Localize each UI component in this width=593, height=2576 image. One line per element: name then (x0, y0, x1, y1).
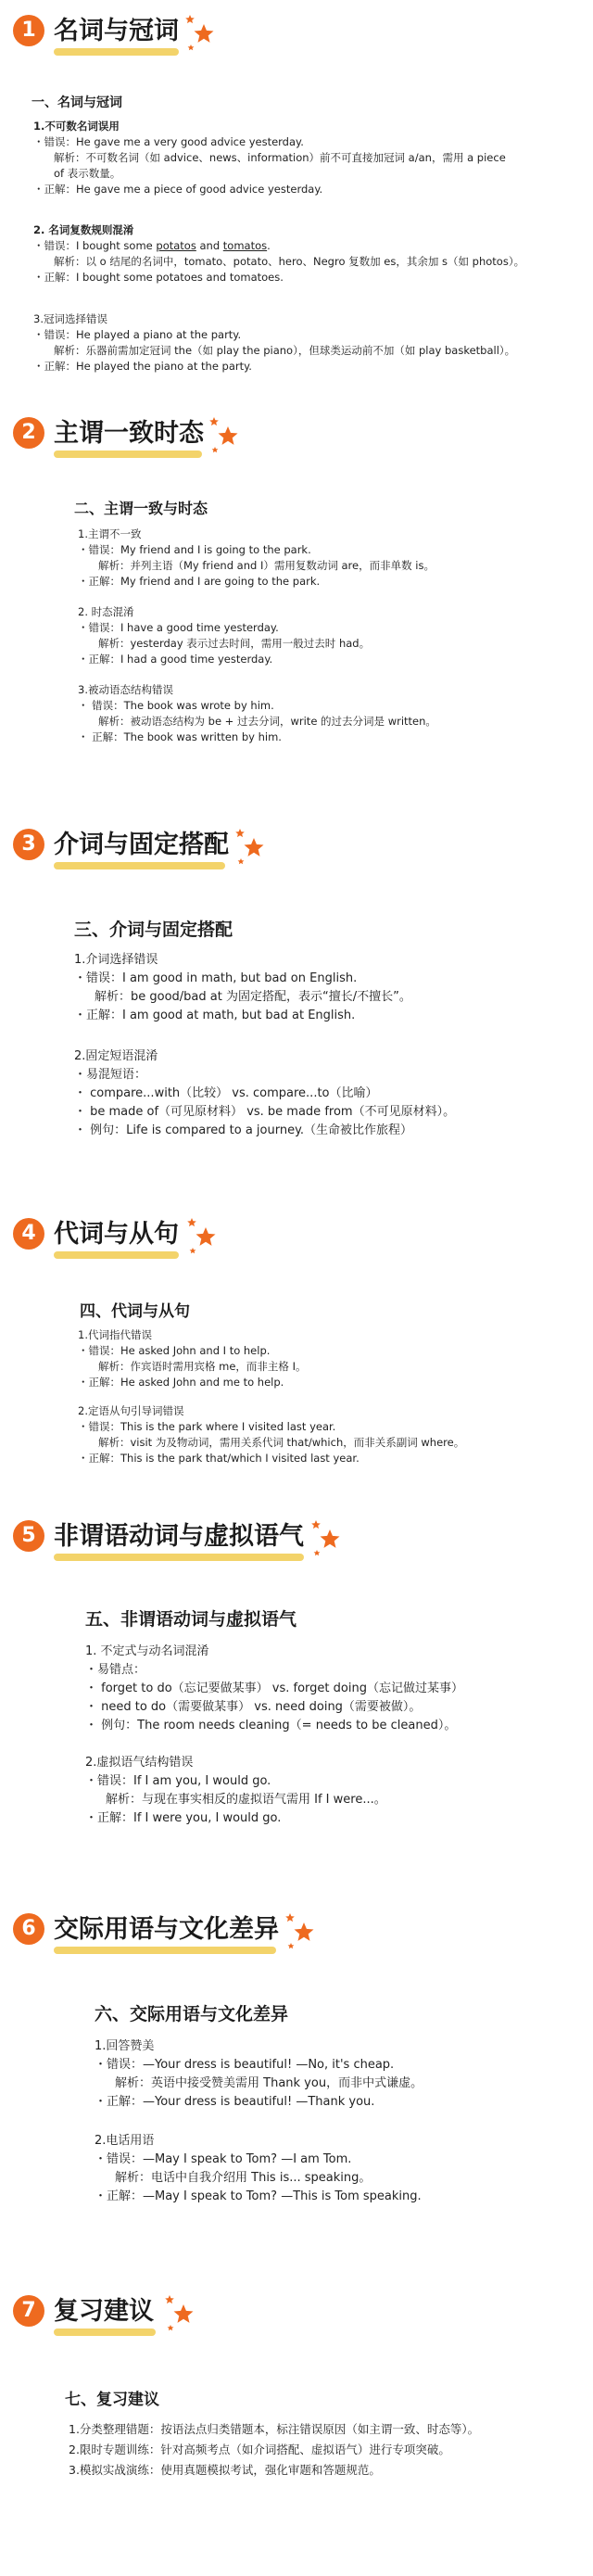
section-header-1 (11, 13, 586, 59)
wrong-example: ・错误：He gave me a very good advice yesterday. (33, 135, 304, 148)
section-header-3 (11, 827, 586, 873)
section-heading: 一、名词与冠词 (32, 95, 122, 110)
subsection-title: 1. 不定式与动名词混淆 (85, 1644, 209, 1658)
section-title: 主谓一致时态 (54, 419, 204, 448)
stars-icon (230, 827, 267, 866)
right-example: ・正解：—Your dress is beautiful! —Thank you. (95, 2095, 375, 2109)
list-item: ・ be made of（可见原材料） vs. be made from（不可见原材料）。 (74, 1105, 456, 1119)
title-underline (54, 450, 202, 458)
wrong-example: ・错误：He played a piano at the party. (33, 328, 242, 341)
title-underline (54, 2329, 156, 2336)
subsection-title: 2. 名词复数规则混淆 (33, 223, 134, 236)
explanation: 解析：作宾语时需用宾格 me，而非主格 I。 (98, 1360, 307, 1373)
stars-icon (306, 1518, 343, 1557)
right-example: ・正解：—May I speak to Tom? —This is Tom speaking. (95, 2189, 422, 2203)
wrong-example: ・ 错误：The book was wrote by him. (78, 699, 274, 712)
explanation: 解析：visit 为及物动词，需用关系代词 that/which，而非关系副词 where。 (98, 1436, 465, 1449)
subsection-title: 1.代词指代错误 (78, 1328, 152, 1341)
stars-icon (180, 13, 217, 52)
phrase-intro: ・易错点： (85, 1663, 146, 1677)
subsection-5-2 (85, 1754, 386, 1828)
wrong-example: ・错误：He asked John and I to help. (78, 1344, 271, 1357)
subsection-1-1 (33, 119, 506, 197)
subsection-4-1 (78, 1327, 306, 1390)
wrong-example: ・错误：I have a good time yesterday. (78, 621, 279, 634)
subsection-title: 2.定语从句引导词错误 (78, 1404, 184, 1417)
subsection-5-1 (85, 1643, 463, 1735)
section-header-7 (11, 2293, 586, 2340)
title-underline (54, 862, 225, 869)
subsection-title: 2.电话用语 (95, 2134, 155, 2148)
subsection-6-2 (95, 2132, 422, 2206)
explanation: 解析：英语中接受赞美需用 Thank you，而非中式谦虚。 (115, 2076, 423, 2090)
phrase-intro: ・易混短语： (74, 1068, 147, 1082)
stars-icon (182, 1216, 219, 1255)
title-underline (54, 1554, 304, 1561)
section-title: 介词与固定搭配 (54, 831, 229, 859)
explanation-cont: of 表示数量。 (54, 167, 121, 180)
explanation: 解析：不可数名词（如 advice、news、information）前不可直接加冠词 a/an，需用 a piece (54, 151, 506, 164)
section-number-badge: 1 (13, 15, 44, 46)
subsection-title: 1.回答赞美 (95, 2039, 155, 2053)
list-item: 2.限时专题训练：针对高频考点（如介词搭配、虚拟语气）进行专项突破。 (69, 2443, 450, 2456)
section-header-2 (11, 415, 586, 462)
section-number-badge: 2 (13, 417, 44, 449)
section-heading: 三、介词与固定搭配 (74, 920, 233, 940)
subsection-2-1 (78, 527, 435, 590)
explanation: 解析：并列主语（My friend and I）需用复数动词 are，而非单数 is。 (98, 559, 435, 572)
wrong-example: ・错误：—Your dress is beautiful! —No, it's cheap. (95, 2058, 395, 2072)
title-underline (54, 1947, 276, 1954)
stars-icon (204, 415, 241, 454)
list-item: ・ 例句：The room needs cleaning（= needs to be cleaned）。 (85, 1719, 457, 1732)
section-header-5 (11, 1518, 586, 1565)
right-example: ・正解：He played the piano at the party. (33, 360, 252, 373)
section-heading: 二、主谓一致与时态 (74, 500, 208, 517)
section-heading: 五、非谓语动词与虚拟语气 (85, 1609, 297, 1630)
section-header-4 (11, 1216, 586, 1263)
subsection-title: 2. 时态混淆 (78, 605, 134, 618)
subsection-1-2 (33, 222, 524, 286)
subsection-title: 1.主谓不一致 (78, 527, 142, 540)
right-example: ・正解：My friend and I are going to the park. (78, 575, 321, 588)
section-header-6 (11, 1911, 586, 1958)
section-title: 名词与冠词 (54, 17, 179, 45)
title-underline (54, 48, 179, 56)
subsection-title: 1.介词选择错误 (74, 953, 158, 967)
wrong-example: ・错误：If I am you, I would go. (85, 1774, 271, 1788)
title-underline (54, 1251, 179, 1259)
right-example: ・正解：This is the park that/which I visited last year. (78, 1452, 360, 1465)
wrong-example: ・错误：I am good in math, but bad on English. (74, 971, 358, 985)
section-number-badge: 6 (13, 1913, 44, 1945)
wrong-example: ・错误：—May I speak to Tom? —I am Tom. (95, 2152, 352, 2166)
misspelled-word: potatos (156, 239, 196, 252)
explanation: 解析：乐器前需加定冠词 the（如 play the piano），但球类运动前不加（如 play basketball）。 (54, 344, 516, 357)
subsection-title: 2.固定短语混淆 (74, 1049, 158, 1063)
subsection-6-1 (95, 2037, 423, 2112)
explanation: 解析：电话中自我介绍用 This is... speaking。 (115, 2171, 372, 2185)
right-example: ・正解：He gave me a piece of good advice yesterday. (33, 183, 323, 196)
list-item: ・ forget to do（忘记要做某事） vs. forget doing（忘记做过某事） (85, 1681, 463, 1695)
list-item: ・ 例句：Life is compared to a journey.（生命被比作旅程） (74, 1123, 413, 1137)
right-example: ・正解：He asked John and me to help. (78, 1376, 284, 1389)
section-title: 非谓语动词与虚拟语气 (54, 1522, 304, 1551)
right-example: ・正解：I am good at math, but bad at English. (74, 1009, 356, 1022)
subsection-2-2 (78, 604, 370, 667)
list-item: 1.分类整理错题：按语法点归类错题本，标注错误原因（如主谓一致、时态等）。 (69, 2422, 480, 2436)
subsection-title: 2.虚拟语气结构错误 (85, 1756, 194, 1770)
review-tips-list (69, 2419, 479, 2481)
section-number-badge: 5 (13, 1520, 44, 1552)
stars-icon (280, 1911, 317, 1950)
section-number-badge: 4 (13, 1218, 44, 1250)
stars-icon (159, 2293, 196, 2332)
subsection-title: 3.被动语态结构错误 (78, 683, 173, 696)
wrong-example: ・错误：I bought some potatos and tomatos. (33, 239, 271, 252)
subsection-3-1 (74, 951, 411, 1025)
list-item: 3.模拟实战演练：使用真题模拟考试，强化审题和答题规范。 (69, 2463, 381, 2477)
list-item: ・ need to do（需要做某事） vs. need doing（需要被做）。 (85, 1700, 422, 1714)
subsection-4-2 (78, 1403, 464, 1466)
section-title: 复习建议 (54, 2297, 154, 2326)
subsection-3-2 (74, 1047, 455, 1140)
right-example: ・正解：I bought some potatoes and tomatoes. (33, 271, 284, 284)
section-number-badge: 3 (13, 829, 44, 860)
section-title: 交际用语与文化差异 (54, 1915, 279, 1944)
subsection-2-3 (78, 682, 436, 745)
right-example: ・正解：If I were you, I would go. (85, 1811, 282, 1825)
right-example: ・正解：I had a good time yesterday. (78, 653, 273, 666)
explanation: 解析：be good/bad at 为固定搭配，表示“擅长/不擅长”。 (95, 990, 411, 1004)
explanation: 解析：以 o 结尾的名词中，tomato、potato、hero、Negro 复数加 es，其余加 s（如 photos）。 (54, 255, 525, 268)
list-item: ・ compare...with（比较） vs. compare...to（比喻） (74, 1086, 378, 1100)
misspelled-word: tomatos (222, 239, 268, 252)
section-heading: 四、代词与从句 (80, 1302, 190, 1321)
subsection-title: 1.不可数名词误用 (33, 120, 120, 133)
explanation: 解析：被动语态结构为 be + 过去分词，write 的过去分词是 written。 (98, 715, 436, 728)
explanation: 解析：yesterday 表示过去时间，需用一般过去时 had。 (98, 637, 371, 650)
section-title: 代词与从句 (54, 1220, 179, 1249)
section-heading: 六、交际用语与文化差异 (95, 2004, 289, 2024)
wrong-example: ・错误：This is the park where I visited last year. (78, 1420, 336, 1433)
explanation: 解析：与现在事实相反的虚拟语气需用 If I were...。 (106, 1793, 386, 1807)
section-number-badge: 7 (13, 2295, 44, 2327)
right-example: ・ 正解：The book was written by him. (78, 730, 282, 743)
section-heading: 七、复习建议 (65, 2391, 159, 2409)
subsection-1-3 (33, 311, 515, 374)
subsection-title: 3.冠词选择错误 (33, 312, 107, 325)
wrong-example: ・错误：My friend and I is going to the park. (78, 543, 311, 556)
